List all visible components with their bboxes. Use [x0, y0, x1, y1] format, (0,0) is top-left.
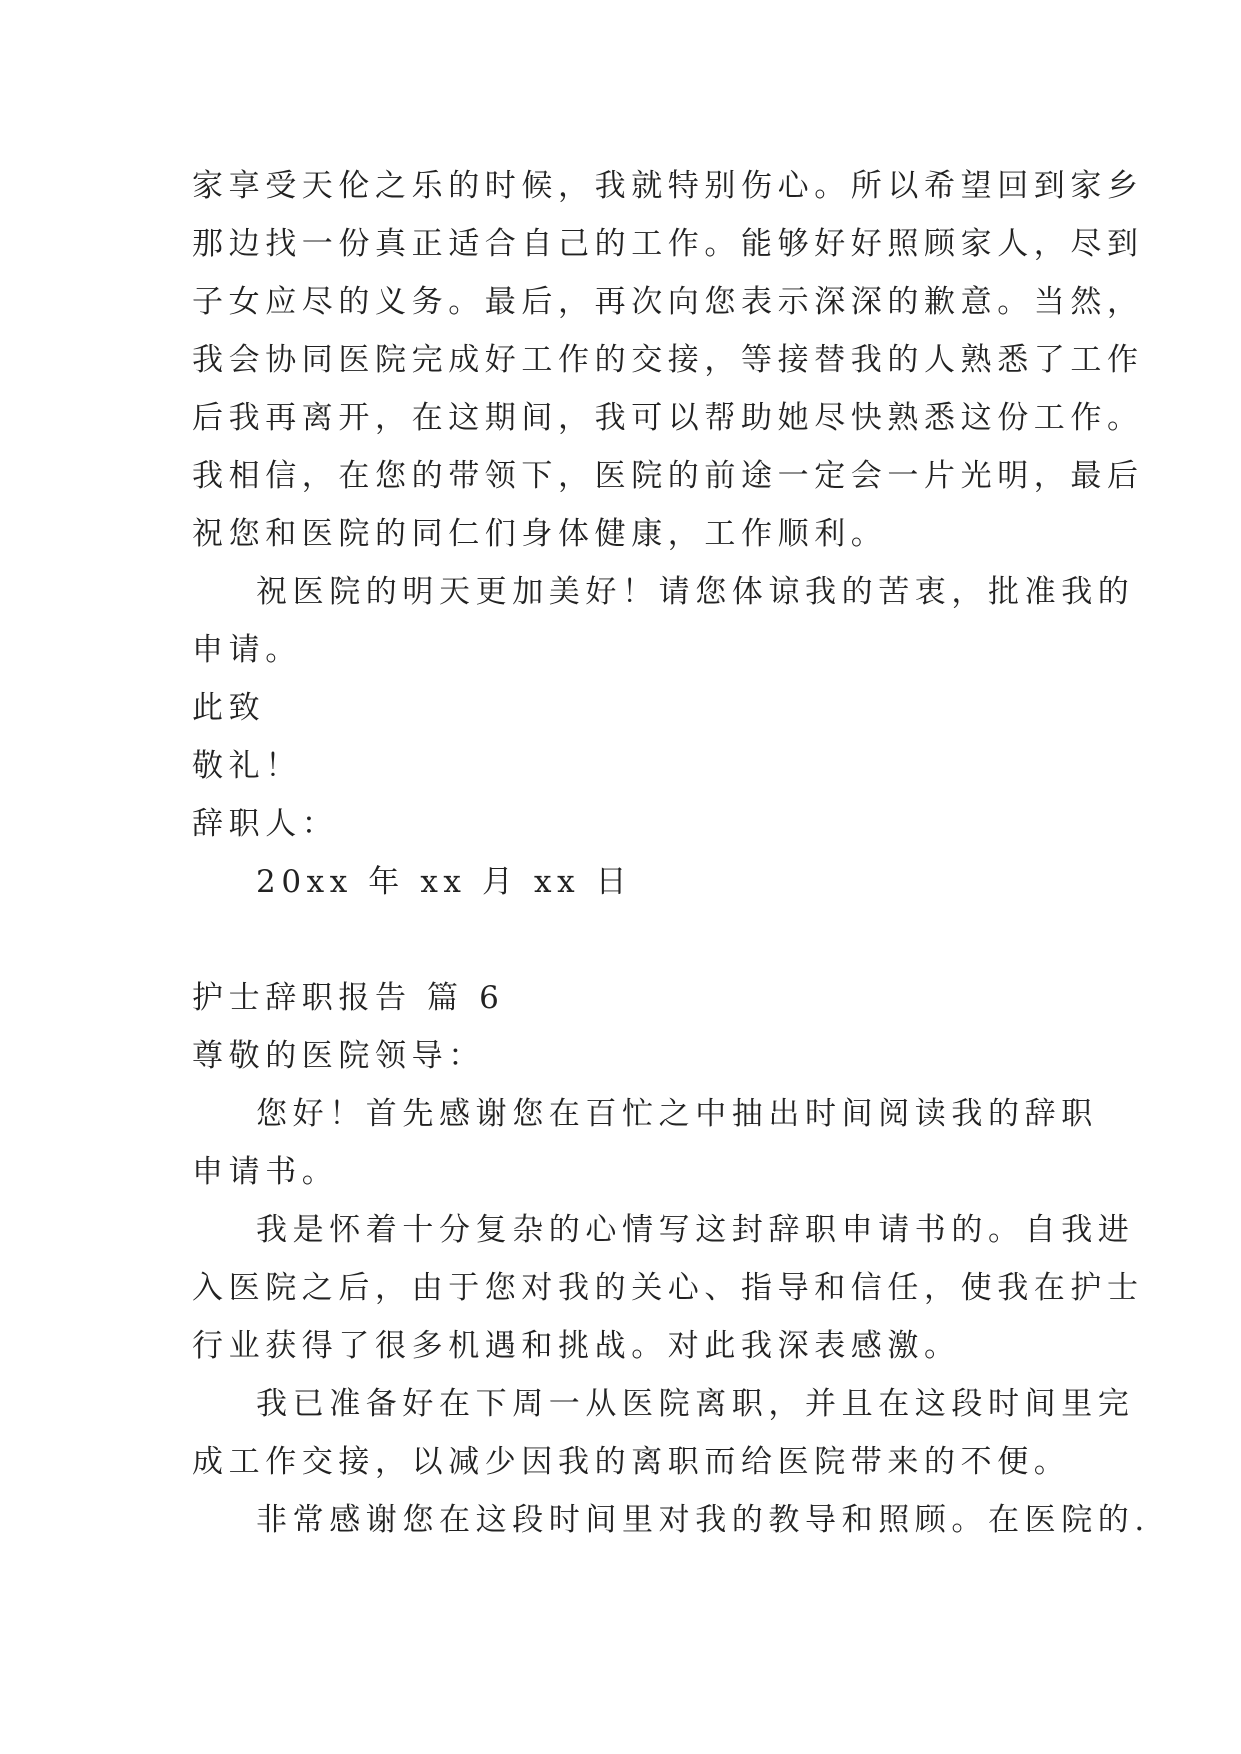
paragraph-line: 我相信，在您的带领下，医院的前途一定会一片光明，最后: [192, 458, 1144, 494]
paragraph-line: 入医院之后，由于您对我的关心、指导和信任，使我在护士: [192, 1270, 1144, 1306]
closing-regards: 敬礼！: [192, 748, 302, 784]
paragraph-line: 申请。: [192, 632, 302, 668]
section-title: 护士辞职报告 篇 6: [192, 980, 505, 1016]
paragraph-line: 祝您和医院的同仁们身体健康，工作顺利。: [192, 516, 888, 552]
paragraph-line: 那边找一份真正适合自己的工作。能够好好照顾家人，尽到: [192, 226, 1144, 262]
paragraph-line: 我是怀着十分复杂的心情写这封辞职申请书的。自我进: [256, 1212, 1135, 1248]
paragraph-line: 行业获得了很多机遇和挑战。对此我深表感激。: [192, 1328, 961, 1364]
paragraph-line: 成工作交接，以减少因我的离职而给医院带来的不便。: [192, 1444, 1071, 1480]
paragraph-line: 家享受天伦之乐的时候，我就特别伤心。所以希望回到家乡: [192, 168, 1144, 204]
closing-salutation: 此致: [192, 690, 266, 726]
paragraph-line: 祝医院的明天更加美好！请您体谅我的苦衷，批准我的: [256, 574, 1135, 610]
paragraph-line: 我会协同医院完成好工作的交接，等接替我的人熟悉了工作: [192, 342, 1144, 378]
paragraph-line: 您好！首先感谢您在百忙之中抽出时间阅读我的辞职: [256, 1096, 1098, 1132]
paragraph-line: 我已准备好在下周一从医院离职，并且在这段时间里完: [256, 1386, 1135, 1422]
date-line: 20xx 年 xx 月 xx 日: [256, 864, 633, 900]
paragraph-line: 申请书。: [192, 1154, 339, 1190]
greeting: 尊敬的医院领导：: [192, 1038, 485, 1074]
paragraph-line: 非常感谢您在这段时间里对我的教导和照顾。在医院的.: [256, 1502, 1150, 1538]
paragraph-line: 子女应尽的义务。最后，再次向您表示深深的歉意。当然，: [192, 284, 1144, 320]
signature-label: 辞职人：: [192, 806, 339, 842]
paragraph-line: 后我再离开，在这期间，我可以帮助她尽快熟悉这份工作。: [192, 400, 1144, 436]
